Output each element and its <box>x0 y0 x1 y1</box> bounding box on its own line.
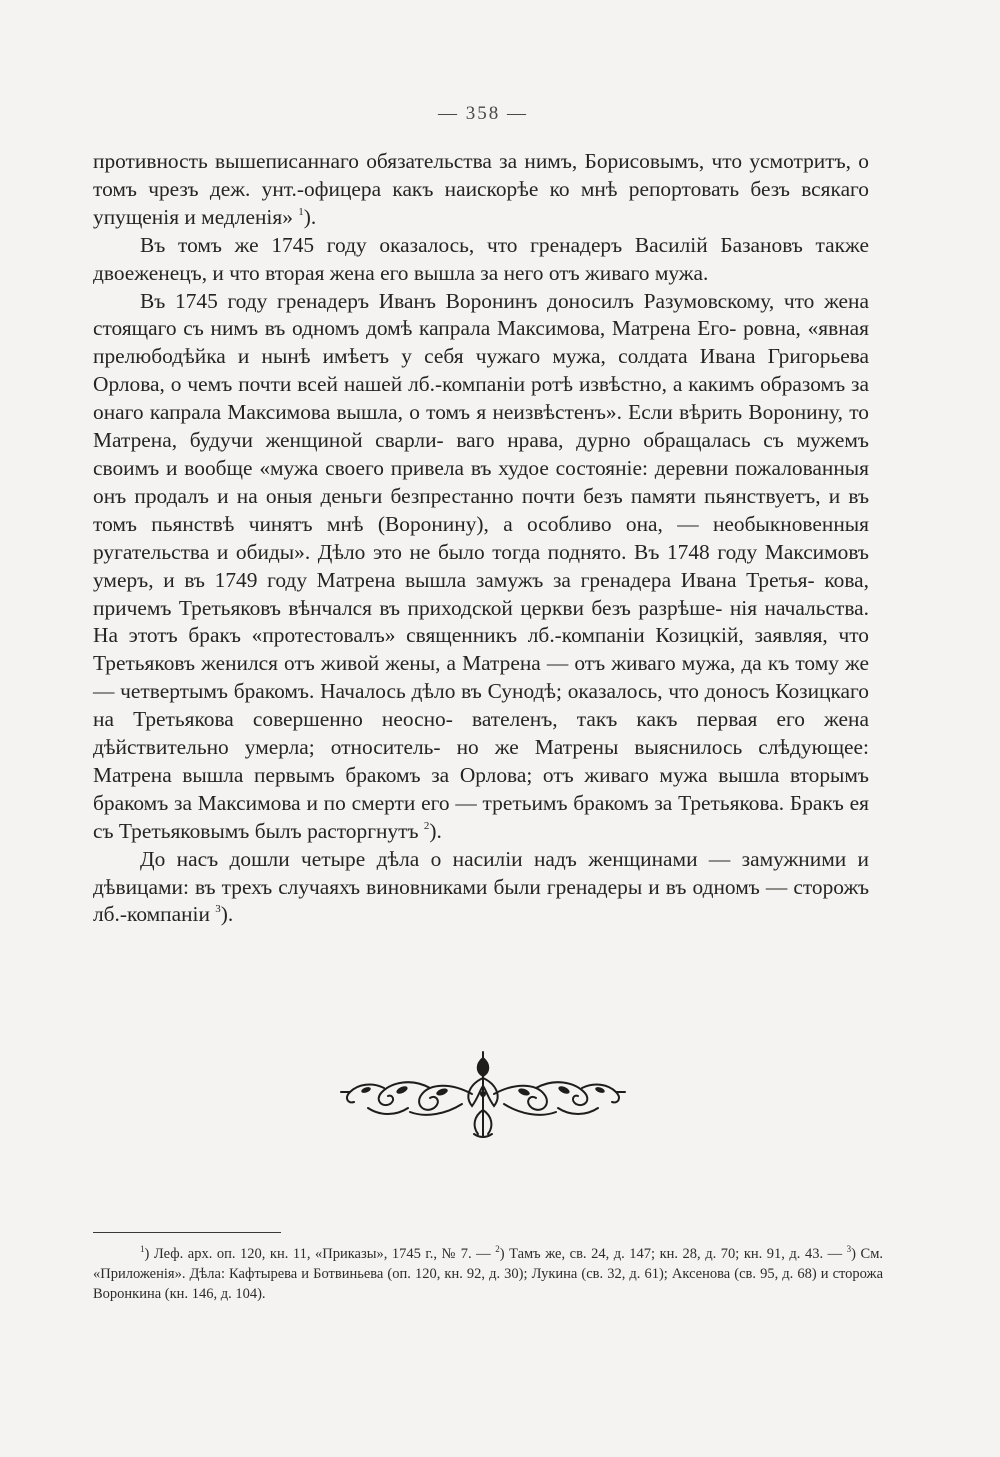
text-line: расторгнутъ <box>307 818 424 843</box>
text-line: нія начальства. На этотъ бракъ «протестовалъ» священникъ лб.-компаніи <box>93 595 869 648</box>
paragraph <box>93 232 869 288</box>
text-line: о томъ чрезъ деж. унт.-офицера какъ наискорѣе ко мнѣ репортовать безъ <box>93 149 869 201</box>
footnote-marker: 1 <box>298 205 304 218</box>
text-line: неизвѣстенъ». Если вѣрить Воронину, то Матрена, будучи женщиной сварли- <box>93 400 869 453</box>
text-line: Орлова; отъ живаго мужа вышла вторымъ бракомъ за Максимова и по смерти <box>93 762 869 815</box>
text-line-tail: ). <box>220 902 234 927</box>
text-line: кова, причемъ Третьяковъ вѣнчался въ приходской церкви безъ разрѣше- <box>93 567 869 620</box>
text-line: и обиды». Дѣло это не было тогда поднято. Въ 1748 году Максимовъ <box>216 539 869 564</box>
text-line: противность вышеписаннаго обязательства за нимъ, Борисовымъ, что усмотритъ, <box>93 149 851 173</box>
text-line: Въ томъ же 1745 году оказалось, что гренадеръ Василій Базановъ также <box>140 232 869 257</box>
footnote-text: (св. 32, д. 61); Аксенова (св. 95, д. 68) и сторожа Воронкина (кн. 146, д. 104). <box>93 1266 884 1302</box>
footnote-text: ) Леф. арх. оп. 120, кн. 11, «Приказы», 1745 г., № 7. — <box>144 1246 496 1262</box>
text-line: сторожъ лб.-компаніи <box>93 874 869 927</box>
paragraph <box>93 846 869 930</box>
floral-vignette-icon <box>338 1048 628 1140</box>
footnote-number: 1 <box>140 1244 145 1254</box>
footnotes <box>93 1244 883 1304</box>
text-line: двоеженецъ, и что вторая жена его вышла за него отъ живаго мужа. <box>93 260 709 285</box>
paragraph <box>93 148 869 232</box>
footnote-number: 2 <box>495 1244 500 1254</box>
text-line: жена стоящаго съ нимъ въ одномъ домѣ капрала Максимова, Матрена Его- <box>93 288 869 341</box>
text-line: всякаго упущенія и медленія» <box>93 176 869 229</box>
text-line: ваго нрава, дурно обращалась съ мужемъ своимъ и вообще «мужа своего <box>93 428 869 480</box>
page-number: — 358 — <box>438 103 528 124</box>
text-line: дѣвицами: въ трехъ случаяхъ виновниками были гренадеры и въ одномъ — <box>93 874 788 899</box>
text-line-tail: ). <box>303 204 317 229</box>
text-line: его — третьимъ бракомъ за Третьякова. Бракъ ея съ Третьяковымъ былъ <box>93 790 869 843</box>
text-line: Ивана Григорьева Орлова, о чемъ почти всей нашей лб.-компаніи ротѣ <box>93 344 870 397</box>
text-line: Козицкій, заявляя, что Третьяковъ женился отъ живой жены, а Матрена — <box>93 623 869 676</box>
footnote-number: 3 <box>846 1244 852 1254</box>
footnote-marker: 3 <box>215 903 221 916</box>
text-line: Въ 1745 году гренадеръ Иванъ Воронинъ доносилъ Разумовскому, что <box>140 288 815 313</box>
text-line: деньги безпрестанно почти безъ памяти пьянствуетъ, и въ томъ пьянствѣ <box>93 483 870 536</box>
text-line: извѣстно, а какимъ образомъ за онаго капрала Максимова вышла, о томъ я <box>93 372 869 425</box>
footnote-block <box>93 1244 883 1304</box>
text-line: отъ живаго мужа, да къ тому же — четвертымъ бракомъ. Началось дѣло въ <box>93 651 869 704</box>
paragraph <box>93 288 869 846</box>
text-line-tail: ). <box>429 818 442 843</box>
text-line: умеръ, и въ 1749 году Матрена вышла замужъ за гренадера Ивана Третья- <box>93 567 815 592</box>
text-line: вателенъ, такъ какъ первая его жена дѣйствительно умерла; относитель- <box>93 707 869 760</box>
text-line: чинятъ мнѣ (Воронину), а особливо она, — необыкновенныя ругательства <box>93 511 869 564</box>
text-line: ровна, «явная прелюбодѣйка и нынѣ имѣетъ у себя чужаго мужа, солдата <box>93 316 869 369</box>
footnote-text: кн. 91, д. 43. — <box>743 1246 847 1262</box>
footnote-marker: 2 <box>423 819 430 832</box>
footnote-divider <box>93 1232 281 1233</box>
text-line: До насъ дошли четыре дѣла о насиліи надъ женщинами — замужними и <box>140 846 869 871</box>
footnote-text: ) Тамъ же, св. 24, д. 147; кн. 28, д. 70; <box>499 1246 740 1262</box>
text-line: Сунодѣ; оказалось, что доносъ Козицкаго на Третьякова совершенно неосно- <box>93 679 869 732</box>
main-text <box>93 148 869 929</box>
footnote-text: ) См. «Приложенія». Дѣла: Кафтырева и Ботвиньева (оп. 120, кн. 92, д. 30); Лукина <box>93 1246 883 1282</box>
text-line: но же Матрены выяснилось слѣдующее: Матрена вышла первымъ бракомъ за <box>93 735 869 787</box>
text-line: привела въ худое состояніе: деревни пожалованныя онъ продалъ и на оныя <box>93 455 869 508</box>
